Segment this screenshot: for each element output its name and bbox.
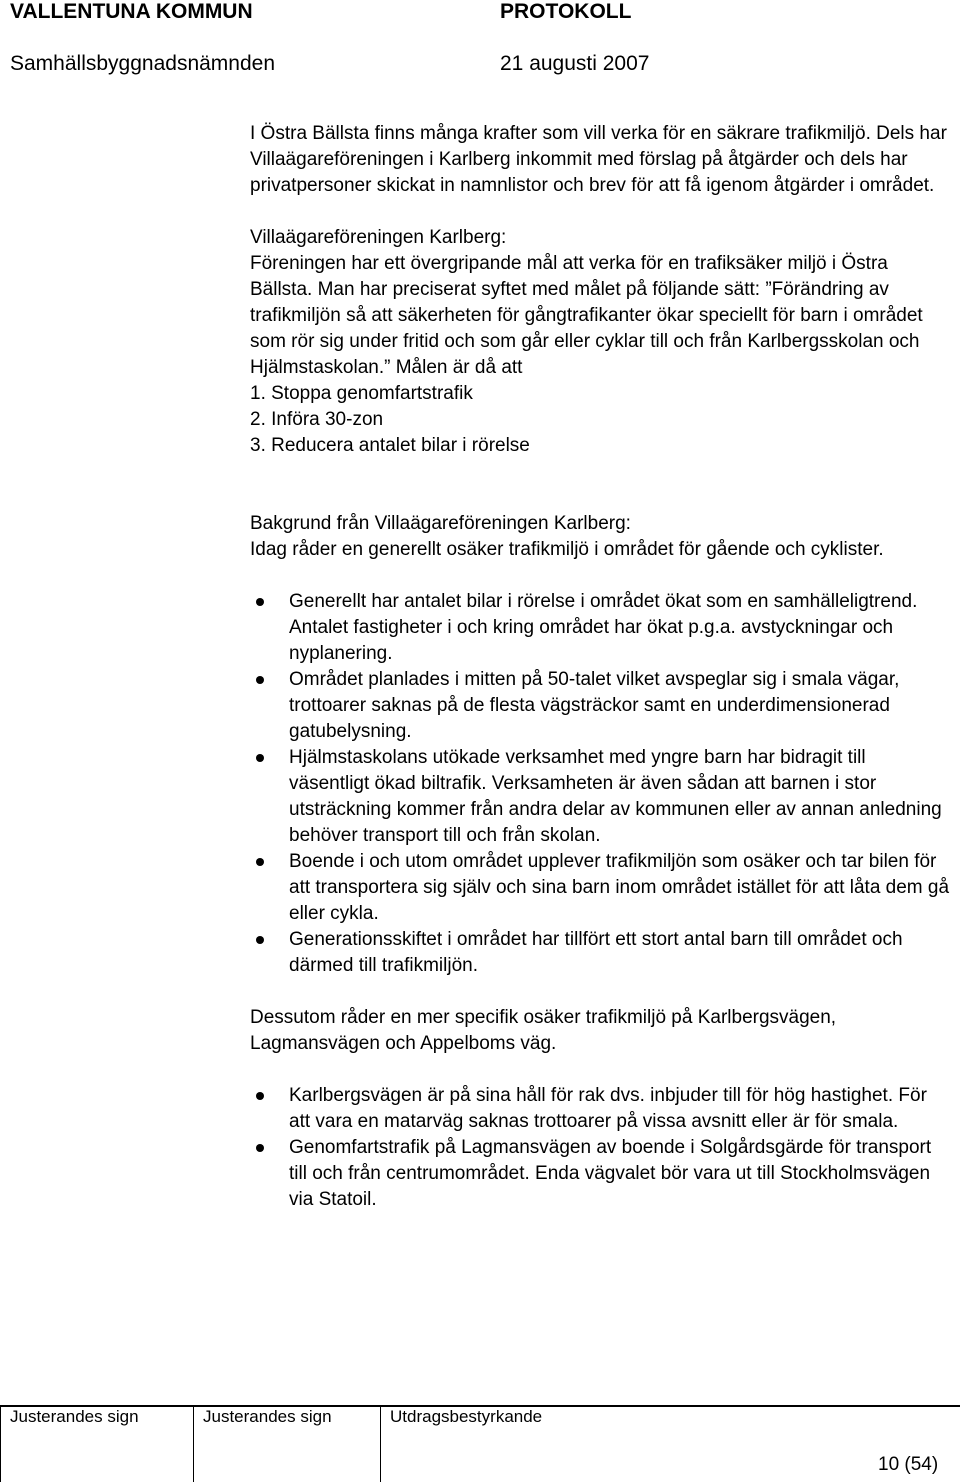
goal-item: 1. Stoppa genomfartstrafik (250, 383, 473, 404)
background-heading: Bakgrund från Villaägareföreningen Karlberg: (250, 513, 631, 534)
page-footer (0, 1400, 960, 1482)
bullet-icon (256, 676, 264, 684)
document-type: PROTOKOLL (500, 0, 632, 23)
document-body (250, 121, 950, 1213)
list-item: Generationsskiftet i området har tillfört ett stort antal barn till området och därmed till trafikmiljön. (250, 927, 950, 979)
bullet-icon (256, 1092, 264, 1100)
goal-item: 3. Reducera antalet bilar i rörelse (250, 435, 530, 456)
municipality-name: VALLENTUNA KOMMUN (10, 0, 253, 23)
footer-divider (193, 1405, 194, 1482)
footer-divider (0, 1405, 1, 1482)
bullet-icon (256, 754, 264, 762)
page-number: 10 (54) (878, 1454, 939, 1475)
background-bullet-list (250, 589, 950, 979)
association-paragraph: Föreningen har ett övergripande mål att verka för en trafiksäker miljö i Östra Bällsta. Man har preciserat syftet med målet på följande sätt: ”Förändring av trafikmiljön så att säkerheten för gångtrafikanter ökar speciellt för barn i området som rör sig under fritid och som går eller cyklar till och från Karlbergsskolan och Hjälmstaskolan.” Målen är då att (250, 253, 923, 378)
meeting-date: 21 augusti 2007 (500, 52, 650, 75)
background-paragraph: Idag råder en generellt osäker trafikmiljö i området för gående och cyklister. (250, 539, 884, 560)
list-item: Boende i och utom området upplever trafikmiljön som osäker och tar bilen för att transportera sig själv och sina barn inom området istället för att låta dem gå eller cykla. (250, 849, 950, 927)
list-item: Karlbergsvägen är på sina håll för rak dvs. inbjuder till för hög hastighet. För att vara en matarväg saknas trottoarer på vissa avsnitt eller är för smala. (250, 1083, 950, 1135)
specific-bullet-list (250, 1083, 950, 1213)
list-item: Hjälmstaskolans utökade verksamhet med yngre barn har bidragit till väsentligt ökad biltrafik. Verksamheten är även sådan att barnen i stor utsträckning kommer från andra delar av kommunen eller av annan anledning behöver transport till och från skolan. (250, 745, 950, 849)
footer-divider (380, 1405, 381, 1482)
page-header (0, 0, 960, 80)
bullet-icon (256, 1144, 264, 1152)
list-item: Genomfartstrafik på Lagmansvägen av boende i Solgårdsgärde för transport till och från centrumområdet. Enda vägvalet bör vara ut till Stockholmsvägen via Statoil. (250, 1135, 950, 1213)
signature-label: Justerandes sign (10, 1407, 139, 1426)
bullet-icon (256, 598, 264, 606)
specific-paragraph: Dessutom råder en mer specifik osäker trafikmiljö på Karlbergsvägen, Lagmansvägen och Appelboms väg. (250, 1007, 837, 1054)
list-item: Området planlades i mitten på 50-talet vilket avspeglar sig i smala vägar, trottoarer saknas på de flesta vägsträckor samt en underdimensionerad gatubelysning. (250, 667, 950, 745)
bullet-icon (256, 858, 264, 866)
goal-item: 2. Införa 30-zon (250, 409, 384, 430)
association-heading: Villaägareföreningen Karlberg: (250, 227, 507, 248)
bullet-icon (256, 936, 264, 944)
extract-label: Utdragsbestyrkande (390, 1407, 543, 1426)
list-item: Generellt har antalet bilar i rörelse i området ökat som en samhälleligtrend. Antalet fastigheter i och kring området har ökat p.g.a. avstyckningar och nyplanering. (250, 589, 950, 667)
intro-paragraph: I Östra Bällsta finns många krafter som vill verka för en säkrare trafikmiljö. Dels har Villaägareföreningen i Karlberg inkommit med förslag på åtgärder och dels har privatpersoner skickat in namnlistor och brev för att få igenom åtgärder i området. (250, 123, 947, 196)
signature-label: Justerandes sign (203, 1407, 332, 1426)
board-name: Samhällsbyggnadsnämnden (10, 52, 276, 75)
